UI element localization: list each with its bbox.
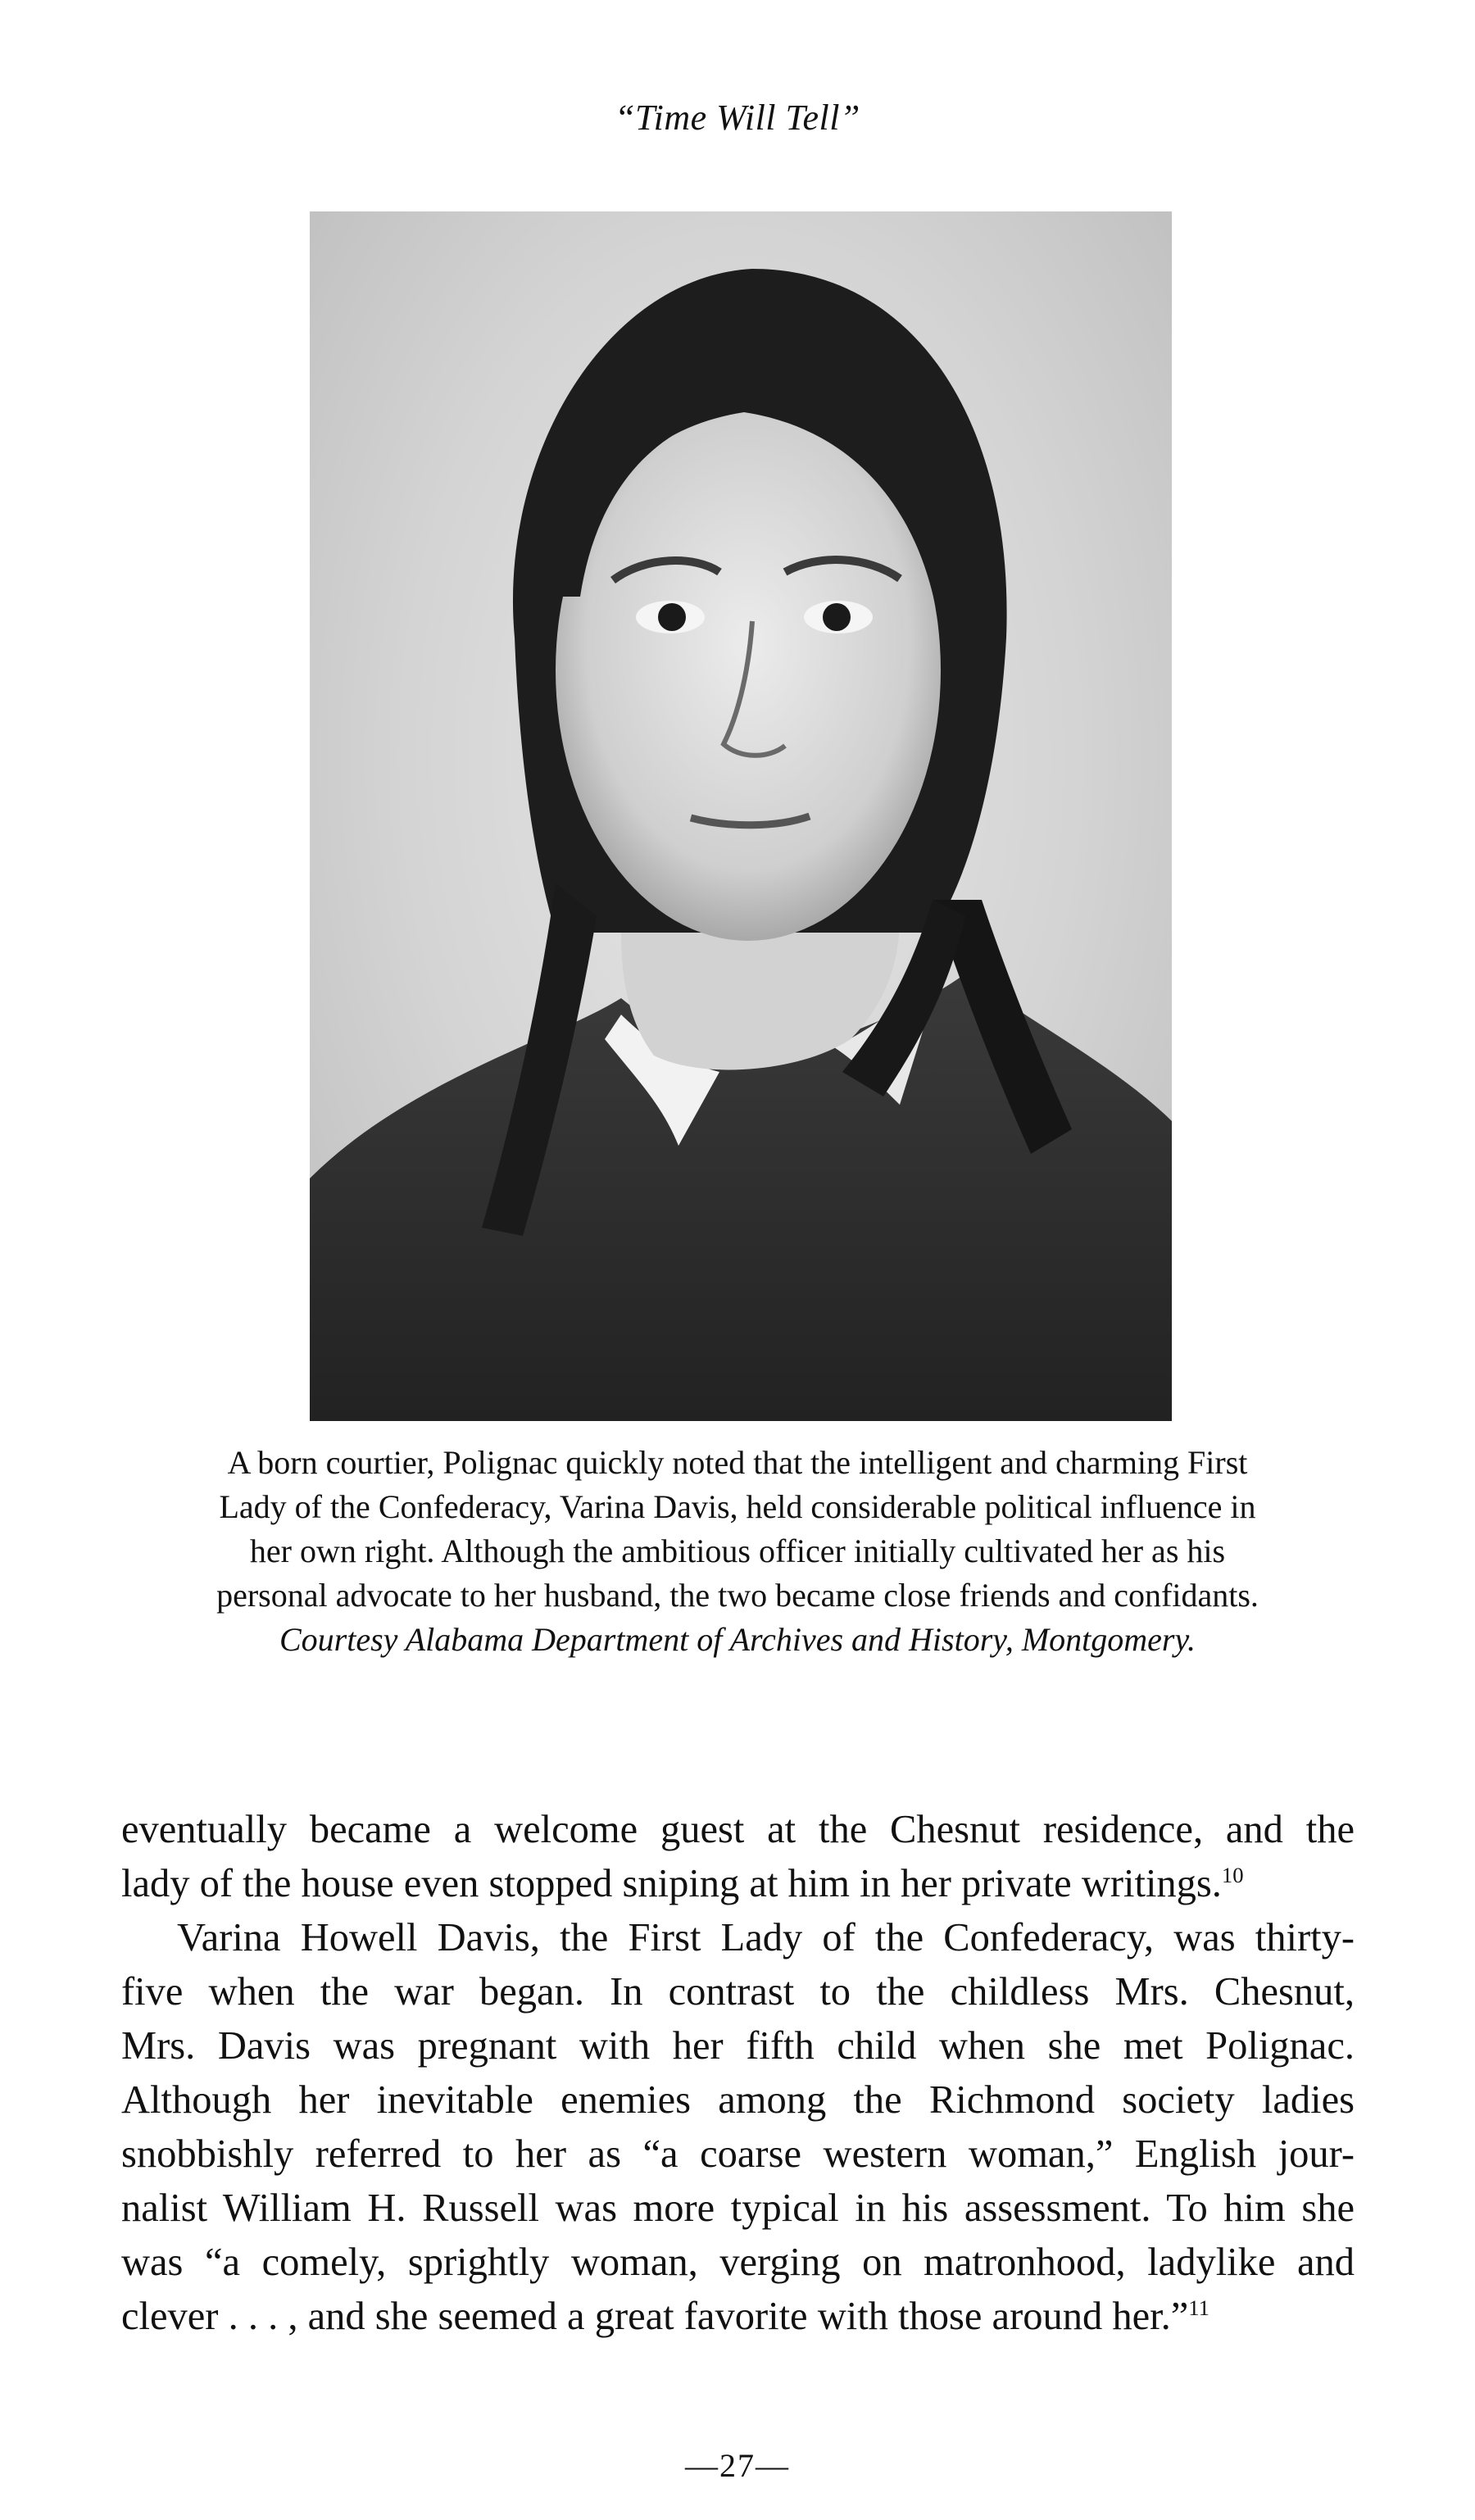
caption-line: Lady of the Confederacy, Varina Davis, held considerable political influence in [219,1488,1256,1525]
body-line: eventually became a welcome guest at the Chesnut residence, and the [121,1808,1355,1851]
body-line-text: clever . . . , and she seemed a great favorite with those around her.” [121,2295,1189,2338]
body-line: Mrs. Davis was pregnant with her fifth child when she met Polignac. [121,2024,1355,2068]
body-line: snobbishly referred to her as “a coarse western woman,” English jour- [121,2132,1355,2176]
photo-credit: Courtesy Alabama Department of Archives and History, Montgomery. [279,1621,1196,1658]
portrait-illustration [310,211,1172,1421]
body-line: five when the war began. In contrast to the childless Mrs. Chesnut, [121,1970,1355,2014]
body-line: nalist William H. Russell was more typical in his assessment. To him she [121,2186,1355,2230]
body-line [121,2290,1355,2344]
page-number: —27— [685,2447,790,2484]
body-line [121,1857,1355,1911]
footnote-ref: 10 [1221,1862,1244,1887]
body-line: was “a comely, sprightly woman, verging on matronhood, ladylike and [121,2241,1355,2284]
photo-caption [115,1441,1360,1662]
body-line: Varina Howell Davis, the First Lady of the Confederacy, was thirty- [177,1916,1355,1959]
caption-line: her own right. Although the ambitious officer initially cultivated her as his [249,1532,1226,1569]
footnote-ref: 11 [1188,2295,1210,2320]
running-head: “Time Will Tell” [615,98,860,138]
body-line: Although her inevitable enemies among the Richmond society ladies [121,2078,1355,2122]
body-text [121,1803,1355,2344]
caption-line: A born courtier, Polignac quickly noted that the intelligent and charming First [227,1444,1248,1481]
portrait-photo [310,211,1172,1421]
body-line-text: lady of the house even stopped sniping at him in her private writings. [121,1862,1222,1905]
caption-line: personal advocate to her husband, the two became close friends and confidants. [216,1577,1259,1614]
